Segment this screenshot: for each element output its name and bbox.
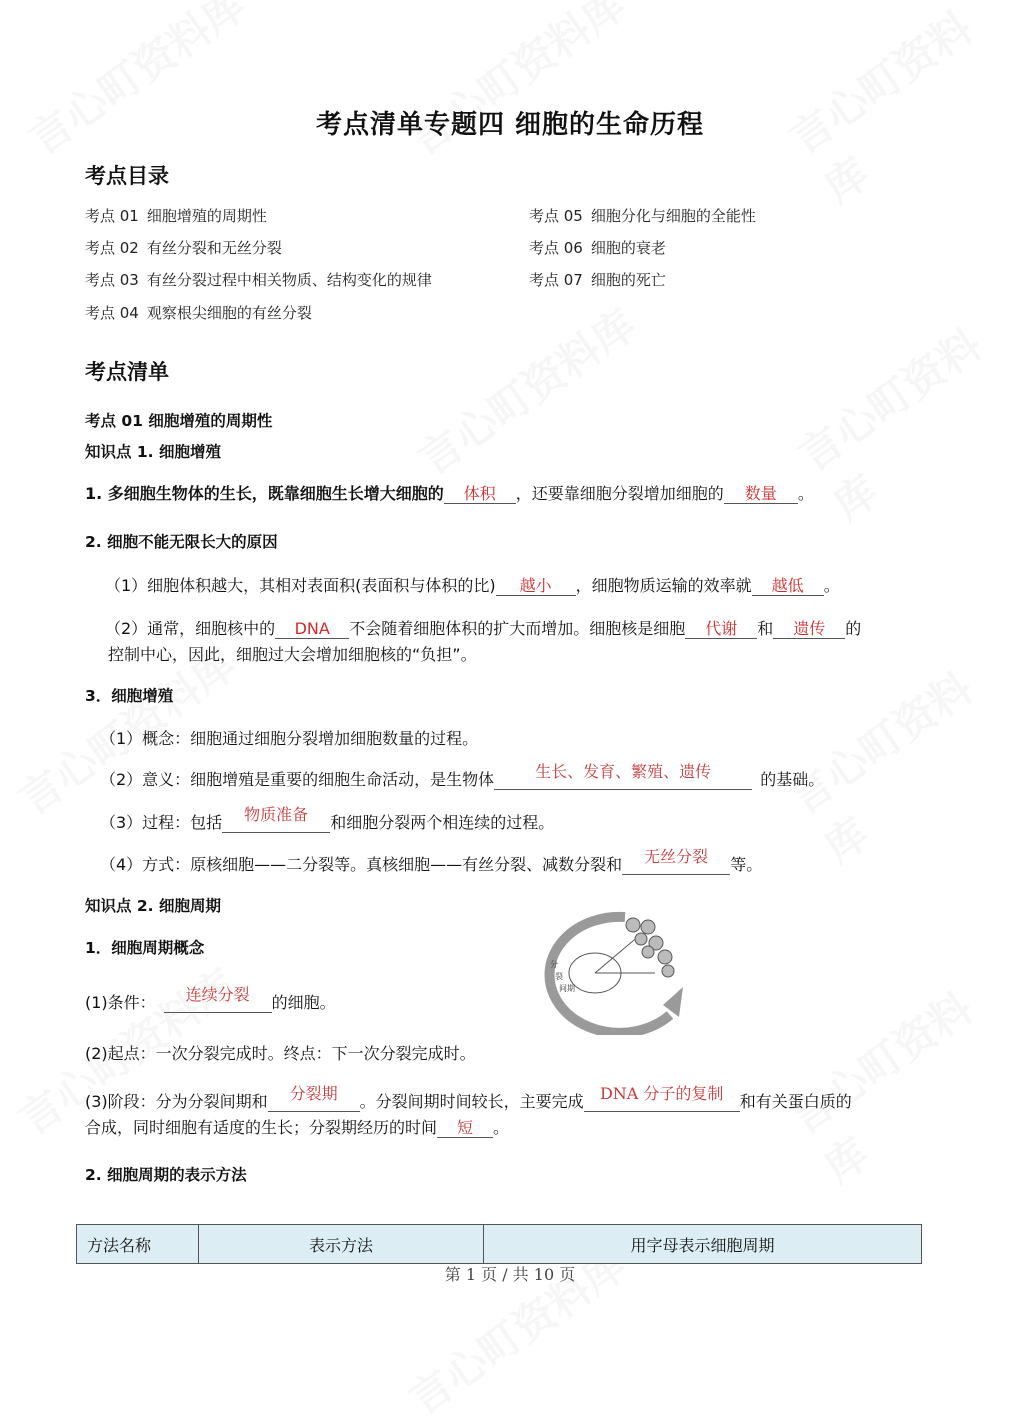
- watermark: [396, 0, 637, 167]
- svg-text:间期: 间期: [559, 984, 575, 993]
- toc-item-01[interactable]: 考点 01 细胞增殖的周期性: [85, 207, 267, 225]
- paragraph: （1）概念：细胞通过细胞分裂增加细胞数量的过程。: [100, 729, 479, 748]
- answer-blank: 短: [437, 1119, 493, 1138]
- table-header-cell: 用字母表示细胞周期: [484, 1225, 922, 1264]
- watermark: [776, 965, 1020, 1195]
- watermark: [16, 0, 257, 167]
- answer-blank: DNA 分子的复制: [584, 1093, 740, 1112]
- knowledge-point-heading: 知识点 1. 细胞增殖: [85, 443, 221, 461]
- paragraph-cont: 合成，同时细胞有适度的生长；分裂期经历的时间 短 。: [85, 1118, 510, 1137]
- table-header-cell: 表示方法: [199, 1225, 484, 1264]
- answer-blank: 遗传: [773, 620, 845, 639]
- toc-item-07[interactable]: 考点 07 细胞的死亡: [529, 271, 666, 289]
- answer-blank: 数量: [724, 485, 798, 504]
- methods-table: [76, 1224, 922, 1264]
- toc-item-06[interactable]: 考点 06 细胞的衰老: [529, 239, 666, 257]
- answer-blank: 连续分裂: [164, 994, 272, 1013]
- table-header-cell: 方法名称: [77, 1225, 199, 1264]
- svg-text:裂: 裂: [555, 972, 563, 981]
- answer-blank: 越低: [752, 577, 824, 596]
- watermark: [785, 308, 1020, 532]
- paragraph-growth: 1. 多细胞生物体的生长，既靠细胞生长增大细胞的 体积 ，还要靠细胞分裂增加细胞的 数量 。: [85, 484, 814, 503]
- paragraph: (3)阶段：分为分裂间期和 分裂期 。分裂间期时间较长，主要完成 DNA 分子的复制 和有关蛋白质的: [85, 1084, 852, 1111]
- watermark: [776, 645, 1020, 875]
- svg-text:分: 分: [550, 960, 558, 969]
- toc-item-05[interactable]: 考点 05 细胞分化与细胞的全能性: [529, 207, 756, 225]
- toc-item-03[interactable]: 考点 03 有丝分裂过程中相关物质、结构变化的规律: [85, 271, 432, 289]
- paragraph: （2）意义：细胞增殖是重要的细胞生命活动，是生物体 生长、发育、繁殖、遗传 的基础。: [100, 762, 825, 789]
- answer-blank: 越小: [496, 577, 576, 596]
- paragraph: (2)起点：一次分裂完成时。终点：下一次分裂完成时。: [85, 1044, 476, 1063]
- paragraph-cont: 控制中心，因此，细胞过大会增加细胞核的“负担”。: [108, 645, 477, 664]
- paragraph: （2）通常，细胞核中的 DNA 不会随着细胞体积的扩大而增加。细胞核是细胞 代谢 和 遗传 的: [105, 619, 862, 638]
- toc-heading: 考点目录: [85, 164, 169, 188]
- answer-blank: 物质准备: [222, 814, 330, 833]
- subheading: 2. 细胞不能无限长大的原因: [85, 533, 278, 551]
- section-heading: 考点 01 细胞增殖的周期性: [85, 412, 273, 430]
- paragraph: （4）方式：原核细胞——二分裂等。真核细胞——有丝分裂、减数分裂和 无丝分裂 等。: [100, 847, 763, 874]
- answer-blank: 无丝分裂: [622, 856, 730, 875]
- document-title: 考点清单专题四 细胞的生命历程: [315, 110, 705, 140]
- answer-blank: DNA: [275, 620, 349, 639]
- watermark: [406, 293, 647, 487]
- toc-item-02[interactable]: 考点 02 有丝分裂和无丝分裂: [85, 239, 282, 257]
- page-footer: 第 1 页 / 共 10 页: [444, 1265, 576, 1284]
- table-header-row: [77, 1225, 922, 1264]
- paragraph: （1）细胞体积越大，其相对表面积(表面积与体积的比) 越小 ，细胞物质运输的效率就 越低 。: [105, 576, 840, 595]
- knowledge-point-heading: 知识点 2. 细胞周期: [85, 897, 221, 915]
- toc-item-04[interactable]: 考点 04 观察根尖细胞的有丝分裂: [85, 304, 312, 322]
- subheading: 3．细胞增殖: [85, 687, 174, 705]
- answer-blank: 生长、发育、繁殖、遗传: [494, 771, 752, 790]
- cell-cycle-diagram: [515, 905, 695, 1035]
- subheading: 2. 细胞周期的表示方法: [85, 1166, 247, 1184]
- answer-blank: 分裂期: [268, 1093, 360, 1112]
- list-heading: 考点清单: [85, 360, 169, 384]
- paragraph: （3）过程：包括 物质准备 和细胞分裂两个相连续的过程。: [100, 805, 555, 832]
- paragraph: (1)条件： 连续分裂 的细胞。: [85, 985, 336, 1012]
- answer-blank: 代谢: [685, 620, 757, 639]
- answer-blank: 体积: [444, 485, 516, 504]
- subheading: 1．细胞周期概念: [85, 939, 205, 957]
